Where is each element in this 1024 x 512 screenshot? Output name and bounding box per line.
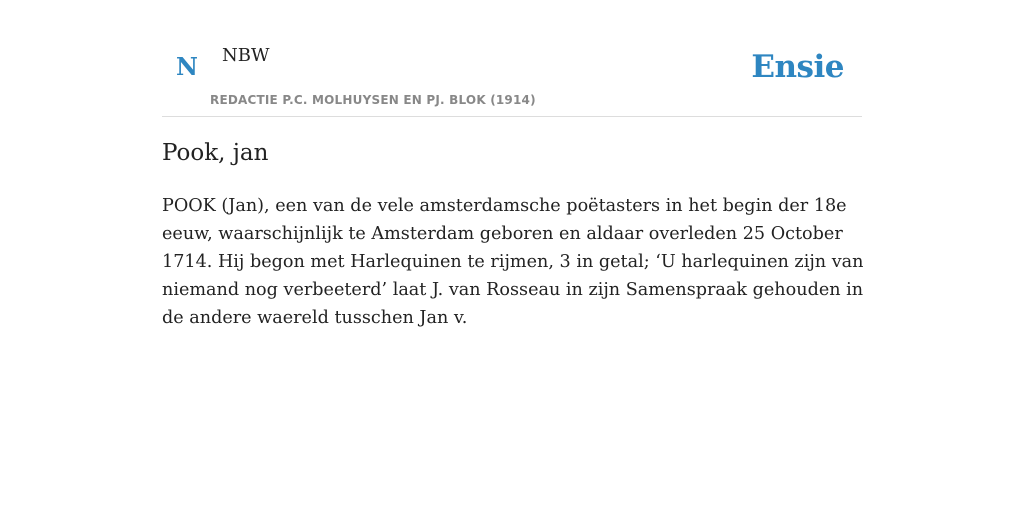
source-name[interactable]: NBW xyxy=(222,45,270,66)
source-subtitle: REDACTIE P.C. MOLHUYSEN EN PJ. BLOK (1914) xyxy=(210,93,536,107)
source-logo[interactable]: N xyxy=(176,52,198,81)
brand-logo[interactable]: Ensie xyxy=(751,49,844,85)
article-body: POOK (Jan), een van de vele amsterdamsche poëtasters in het begin der 18e eeuw, waarschijnlijk te Amsterdam geboren en aldaar overleden 25 October 1714. Hij begon met Harlequinen te rijmen, 3 in getal; ‘U harlequinen zijn van niemand nog verbeeterd’ laat J. van Rosseau in zijn Samenspraak gehouden in de andere waereld tusschen Jan v. xyxy=(162,196,864,328)
source-header xyxy=(162,0,862,117)
article-title: Pook, jan xyxy=(162,140,269,166)
page-container xyxy=(162,0,864,328)
